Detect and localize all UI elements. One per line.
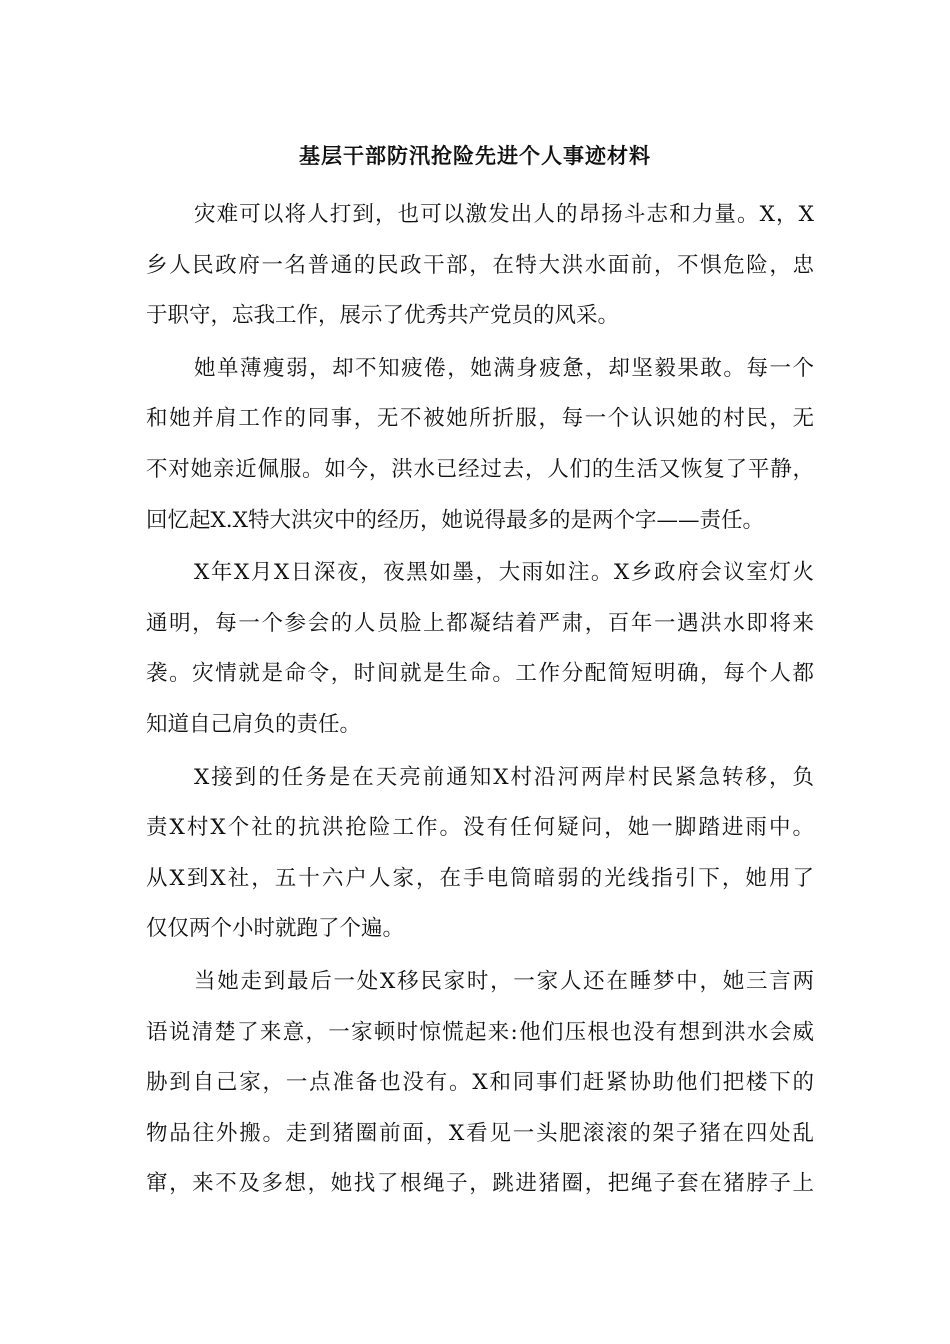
text-line: 于职守，忘我工作，展示了优秀共产党员的风采。 [146, 303, 620, 329]
text-line: 责X村X个社的抗洪抢险工作。没有任何疑问，她一脚踏进雨中。 [146, 815, 814, 841]
text-line: X接到的任务是在天亮前通知X村沿河两岸村民紧急转移，负 [194, 764, 814, 790]
paragraph-1 [146, 190, 814, 342]
paragraph-4 [146, 753, 814, 955]
document-body [146, 190, 814, 1212]
paragraph-2 [146, 344, 814, 546]
paragraph-3 [146, 548, 814, 750]
document-title: 基层干部防汛抢险先进个人事迹材料 [299, 143, 651, 168]
text-line: 知道自己肩负的责任。 [146, 711, 362, 737]
text-line: 物品往外搬。走到猪圈前面，X看见一头肥滚滚的架子猪在四处乱 [146, 1120, 814, 1146]
text-line: 和她并肩工作的同事，无不被她所折服，每一个认识她的村民，无 [146, 406, 814, 432]
text-line: 从X到X社，五十六户人家，在手电筒暗弱的光线指引下，她用了 [146, 865, 814, 891]
text-line: 胁到自己家，一点准备也没有。X和同事们赶紧协助他们把楼下的 [146, 1070, 814, 1096]
text-line: 窜，来不及多想，她找了根绳子，跳进猪圈，把绳子套在猪脖子上 [146, 1171, 814, 1197]
text-line: 她单薄瘦弱，却不知疲倦，她满身疲惫，却坚毅果敢。每一个 [194, 355, 814, 381]
text-line: 语说清楚了来意，一家顿时惊慌起来:他们压根也没有想到洪水会威 [146, 1019, 814, 1045]
text-line: 回忆起X.X特大洪灾中的经历，她说得最多的是两个字——责任。 [146, 507, 764, 533]
text-line: 灾难可以将人打到，也可以激发出人的昂扬斗志和力量。X，X [194, 202, 814, 227]
text-line: 通明，每一个参会的人员脸上都凝结着严肃，百年一遇洪水即将来 [146, 610, 814, 636]
text-line: X年X月X日深夜，夜黑如墨，大雨如注。X乡政府会议室灯火 [194, 560, 814, 586]
text-line: 当她走到最后一处X移民家时，一家人还在睡梦中，她三言两 [194, 968, 814, 994]
paragraph-5 [146, 957, 814, 1210]
text-line: 乡人民政府一名普通的民政干部，在特大洪水面前，不惧危险，忠 [146, 252, 814, 278]
text-line: 仅仅两个小时就跑了个遍。 [146, 916, 405, 942]
text-line: 不对她亲近佩服。如今，洪水已经过去，人们的生活又恢复了平静， [146, 456, 814, 482]
text-line: 袭。灾情就是命令，时间就是生命。工作分配简短明确，每个人都 [146, 661, 814, 687]
